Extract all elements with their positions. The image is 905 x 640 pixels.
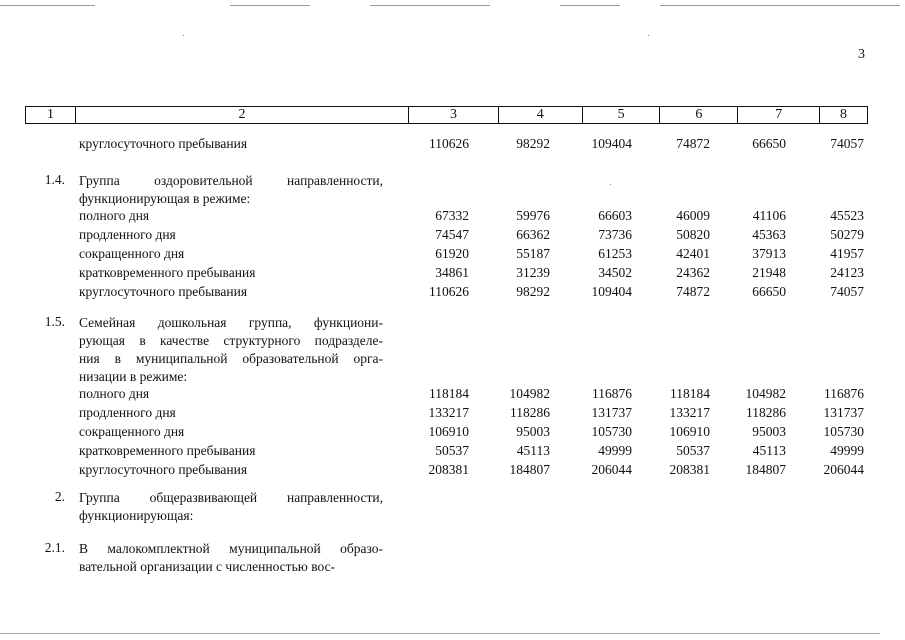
section-title [79, 314, 383, 386]
cell-col-4: 98292 [516, 284, 550, 299]
section-title-line: В малокомплектной муниципальной образо- [79, 541, 383, 556]
cell-col-6: 133217 [669, 405, 710, 420]
cell-col-8: 45523 [830, 208, 864, 223]
cell-col-5: 109404 [591, 284, 632, 299]
cell-col-4: 98292 [516, 136, 550, 151]
table-row-values [380, 227, 866, 246]
row-label: полного дня [79, 386, 150, 401]
header-col-5: 5 [583, 107, 661, 123]
cell-col-6: 106910 [669, 424, 710, 439]
cell-col-3: 110626 [429, 136, 469, 151]
table-row-values [380, 386, 866, 405]
cell-col-4: 59976 [516, 208, 550, 223]
cell-col-5: 109404 [591, 136, 632, 151]
section-title-line: ния в муниципальной образовательной орга- [79, 351, 383, 366]
cell-col-5: 49999 [598, 443, 632, 458]
scan-artifact-line [370, 5, 490, 6]
section-title-line: Группа оздоровительной направленности, [79, 173, 383, 188]
header-col-2: 2 [76, 107, 409, 123]
cell-col-6: 46009 [676, 208, 710, 223]
cell-col-4: 45113 [516, 443, 550, 458]
header-col-3: 3 [409, 107, 499, 123]
cell-col-8: 41957 [830, 246, 864, 261]
cell-col-3: 50537 [435, 443, 469, 458]
row-label: кратковременного пребывания [79, 265, 256, 280]
section-title-line: рующая в качестве структурного подразделе- [79, 333, 383, 348]
cell-col-8: 24123 [830, 265, 864, 280]
cell-col-7: 21948 [752, 265, 786, 280]
cell-col-3: 110626 [429, 284, 469, 299]
section-number: 1.4. [44, 172, 65, 187]
column-number-header [25, 106, 868, 124]
row-label: сокращенного дня [79, 424, 185, 439]
cell-col-3: 133217 [428, 405, 469, 420]
cell-col-8: 116876 [824, 386, 864, 401]
scan-artifact-line [560, 5, 620, 6]
table-row-values [380, 265, 866, 284]
header-col-6: 6 [660, 107, 738, 123]
cell-col-5: 61253 [598, 246, 632, 261]
cell-col-5: 34502 [598, 265, 632, 280]
section-number: 2. [54, 489, 65, 504]
header-col-8: 8 [840, 107, 848, 122]
cell-col-7: 104982 [745, 386, 786, 401]
scan-artifact-line [230, 5, 310, 6]
cell-col-7: 45113 [752, 443, 786, 458]
section-title-line: функционирующая: [79, 508, 194, 523]
scan-speck [648, 35, 649, 36]
cell-col-6: 50537 [676, 443, 710, 458]
cell-col-4: 95003 [516, 424, 550, 439]
cell-col-8: 206044 [823, 462, 864, 477]
row-label: продленного дня [79, 405, 176, 420]
table-row-values [380, 424, 866, 443]
cell-col-3: 61920 [435, 246, 469, 261]
cell-col-7: 66650 [752, 284, 786, 299]
cell-col-8: 74057 [830, 284, 864, 299]
table-row-values [380, 443, 866, 462]
section-title [79, 489, 383, 525]
cell-col-3: 208381 [428, 462, 469, 477]
cell-col-7: 66650 [752, 136, 786, 151]
cell-col-8: 50279 [830, 227, 864, 242]
cell-col-6: 24362 [676, 265, 710, 280]
row-label: полного дня [79, 208, 150, 223]
cell-col-6: 50820 [676, 227, 710, 242]
table-row-values [380, 136, 866, 155]
cell-col-3: 118184 [429, 386, 469, 401]
header-col-4: 4 [499, 107, 583, 123]
scan-artifact-line [0, 633, 880, 634]
scan-speck [183, 35, 184, 36]
cell-col-3: 106910 [428, 424, 469, 439]
scan-speck [610, 184, 611, 185]
cell-col-8: 49999 [830, 443, 864, 458]
cell-col-4: 118286 [510, 405, 550, 420]
cell-col-7: 41106 [752, 208, 786, 223]
cell-col-8: 105730 [823, 424, 864, 439]
cell-col-7: 37913 [752, 246, 786, 261]
cell-col-5: 131737 [591, 405, 632, 420]
section-title [79, 172, 383, 208]
row-label: кратковременного пребывания [79, 443, 256, 458]
table-row-values [380, 462, 866, 481]
scan-artifact-line [660, 5, 900, 6]
section-title-line: низации в режиме: [79, 369, 188, 384]
cell-col-5: 73736 [598, 227, 632, 242]
cell-col-6: 118184 [670, 386, 710, 401]
table-row-values [380, 405, 866, 424]
cell-col-8: 74057 [830, 136, 864, 151]
row-label: круглосуточного пребывания [79, 136, 248, 151]
section-title-line: вательной организации с численностью вос- [79, 559, 336, 574]
row-label: продленного дня [79, 227, 176, 242]
cell-col-5: 105730 [591, 424, 632, 439]
cell-col-5: 66603 [598, 208, 632, 223]
cell-col-3: 67332 [435, 208, 469, 223]
cell-col-5: 206044 [591, 462, 632, 477]
cell-col-7: 45363 [752, 227, 786, 242]
cell-col-6: 74872 [676, 284, 710, 299]
cell-col-4: 55187 [516, 246, 550, 261]
row-label: круглосуточного пребывания [79, 284, 248, 299]
cell-col-7: 184807 [745, 462, 786, 477]
section-number: 2.1. [44, 540, 65, 555]
cell-col-3: 74547 [435, 227, 469, 242]
header-col-7: 7 [738, 107, 820, 123]
header-col-1: 1 [26, 107, 76, 123]
cell-col-4: 104982 [509, 386, 550, 401]
table-row-values [380, 284, 866, 303]
cell-col-8: 131737 [823, 405, 864, 420]
cell-col-7: 95003 [752, 424, 786, 439]
section-title-line: Семейная дошкольная группа, функциони- [79, 315, 383, 330]
section-title-line: Группа общеразвивающей направленности, [79, 490, 383, 505]
cell-col-4: 31239 [516, 265, 550, 280]
section-title [79, 540, 383, 576]
cell-col-4: 184807 [509, 462, 550, 477]
section-title-line: функционирующая в режиме: [79, 191, 251, 206]
section-number: 1.5. [44, 314, 65, 329]
cell-col-6: 74872 [676, 136, 710, 151]
scan-artifact-line [0, 5, 95, 6]
row-label: круглосуточного пребывания [79, 462, 248, 477]
table-row-values [380, 208, 866, 227]
cell-col-7: 118286 [746, 405, 786, 420]
cell-col-3: 34861 [435, 265, 469, 280]
cell-col-4: 66362 [516, 227, 550, 242]
table-row-values [380, 246, 866, 265]
cell-col-5: 116876 [592, 386, 632, 401]
cell-col-6: 42401 [676, 246, 710, 261]
row-label: сокращенного дня [79, 246, 185, 261]
cell-col-6: 208381 [669, 462, 710, 477]
page-number: 3 [858, 47, 865, 62]
